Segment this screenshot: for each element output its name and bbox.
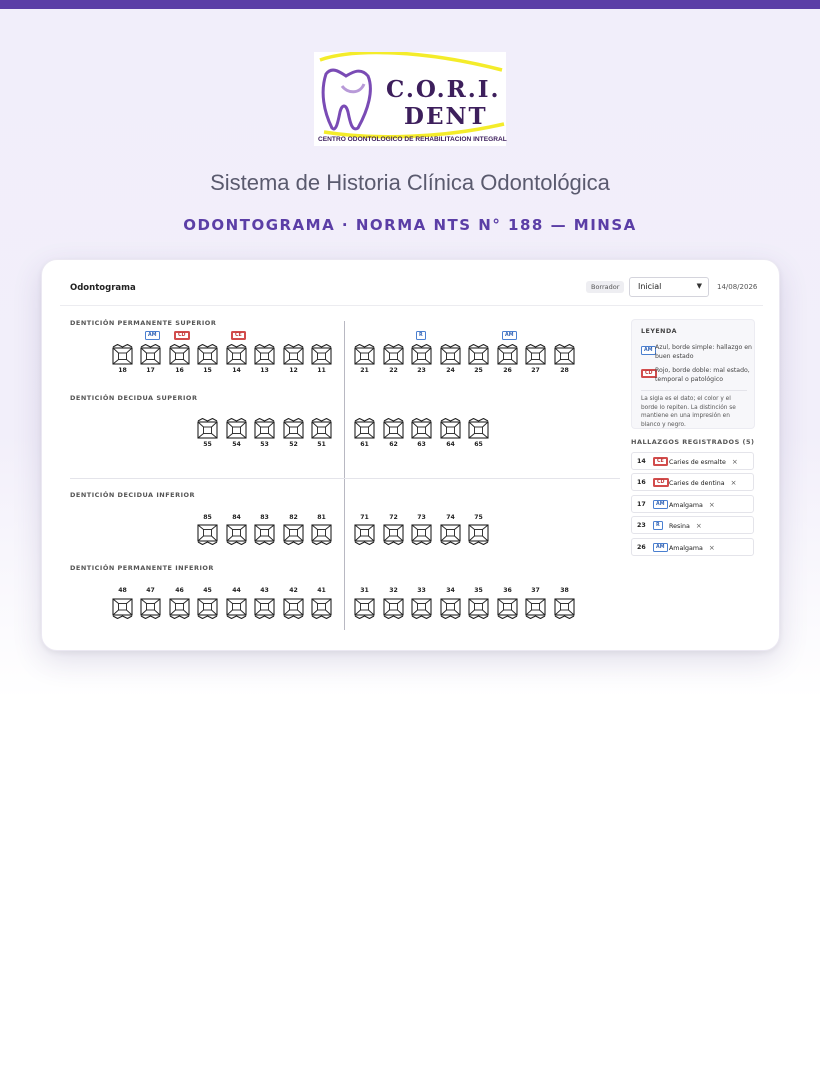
tooth-diagram-icon	[226, 344, 247, 365]
tooth-number: 42	[289, 587, 298, 594]
tooth-number: 18	[118, 367, 127, 374]
logo-line-2: DENT	[404, 103, 488, 130]
remove-finding-icon[interactable]: ×	[708, 501, 715, 509]
page-title: Sistema de Historia Clínica Odontológica	[210, 170, 610, 195]
tooth-diagram-icon	[197, 598, 218, 619]
tooth-16[interactable]	[169, 344, 190, 365]
tooth-number: 85	[203, 514, 212, 521]
tooth-28[interactable]	[554, 344, 575, 365]
section-label-upper-permanent: DENTICIÓN PERMANENTE SUPERIOR	[70, 319, 217, 327]
finding-tooth-number: 16	[637, 479, 646, 486]
tooth-36[interactable]	[497, 598, 518, 619]
tooth-55[interactable]	[197, 418, 218, 439]
tooth-number: 54	[232, 441, 241, 448]
tooth-45[interactable]	[197, 598, 218, 619]
tooth-diagram-icon	[254, 524, 275, 545]
legend-good-text: Azul, borde simple: hallazgo en buen estado	[655, 344, 752, 360]
tooth-number: 15	[203, 367, 212, 374]
remove-finding-icon[interactable]: ×	[695, 522, 702, 530]
tooth-diagram-icon	[311, 344, 332, 365]
odontogram-type-select[interactable]	[629, 277, 709, 297]
tooth-number: 63	[417, 441, 426, 448]
tooth-diagram-icon	[411, 344, 432, 365]
tooth-81[interactable]	[311, 524, 332, 545]
legend-good	[641, 343, 751, 363]
tooth-number: 44	[232, 587, 241, 594]
tooth-diagram-icon	[283, 524, 304, 545]
finding-label: Caries de esmalte	[669, 459, 726, 466]
tooth-24[interactable]	[440, 344, 461, 365]
tooth-84[interactable]	[226, 524, 247, 545]
odontogram-card	[41, 259, 780, 651]
tooth-diagram-icon	[197, 524, 218, 545]
finding-code-mark: CE	[653, 457, 668, 466]
tooth-diagram-icon	[354, 524, 375, 545]
finding-code-mark: R	[653, 521, 663, 530]
tooth-number: 24	[446, 367, 455, 374]
tooth-number: 47	[146, 587, 155, 594]
card-divider	[60, 305, 763, 306]
tooth-44[interactable]	[226, 598, 247, 619]
tooth-65[interactable]	[468, 418, 489, 439]
tooth-41[interactable]	[311, 598, 332, 619]
logo-line-1: C.O.R.I.	[386, 76, 501, 103]
tooth-diagram-icon	[140, 344, 161, 365]
tooth-83[interactable]	[254, 524, 275, 545]
card-title: Odontograma	[70, 283, 136, 293]
tooth-diagram-icon	[283, 598, 304, 619]
finding-tooth-number: 14	[637, 458, 646, 465]
tooth-diagram-icon	[112, 344, 133, 365]
finding-row[interactable]	[631, 452, 754, 470]
finding-tooth-number: 23	[637, 522, 646, 529]
tooth-diagram-icon	[411, 524, 432, 545]
finding-tooth-number: 17	[637, 501, 646, 508]
tooth-finding-mark[interactable]: R	[416, 331, 426, 340]
tooth-number: 64	[446, 441, 455, 448]
tooth-number: 46	[175, 587, 184, 594]
section-label-upper-deciduous: DENTICIÓN DECIDUA SUPERIOR	[70, 394, 198, 402]
tooth-47[interactable]	[140, 598, 161, 619]
tooth-27[interactable]	[525, 344, 546, 365]
tooth-number: 38	[560, 587, 569, 594]
finding-row[interactable]	[631, 495, 754, 513]
tooth-53[interactable]	[254, 418, 275, 439]
tooth-diagram-icon	[226, 598, 247, 619]
tooth-12[interactable]	[283, 344, 304, 365]
tooth-number: 81	[317, 514, 326, 521]
tooth-number: 52	[289, 441, 298, 448]
status-badge: Borrador	[586, 281, 624, 293]
tooth-64[interactable]	[440, 418, 461, 439]
tooth-33[interactable]	[411, 598, 432, 619]
tooth-18[interactable]	[112, 344, 133, 365]
tooth-number: 34	[446, 587, 455, 594]
arch-midline	[344, 321, 345, 630]
tooth-48[interactable]	[112, 598, 133, 619]
tooth-diagram-icon	[311, 418, 332, 439]
tooth-diagram-icon	[254, 598, 275, 619]
tooth-number: 17	[146, 367, 155, 374]
tooth-11[interactable]	[311, 344, 332, 365]
tooth-diagram-icon	[254, 418, 275, 439]
tooth-diagram-icon	[440, 598, 461, 619]
tooth-number: 41	[317, 587, 326, 594]
tooth-diagram-icon	[383, 418, 404, 439]
tooth-diagram-icon	[254, 344, 275, 365]
tooth-finding-mark[interactable]: AM	[502, 331, 517, 340]
legend-good-mark: AM	[641, 346, 656, 355]
tooth-number: 53	[260, 441, 269, 448]
tooth-31[interactable]	[354, 598, 375, 619]
tooth-number: 36	[503, 587, 512, 594]
tooth-number: 16	[175, 367, 184, 374]
remove-finding-icon[interactable]: ×	[731, 458, 738, 466]
tooth-17[interactable]	[140, 344, 161, 365]
tooth-diagram-icon	[554, 598, 575, 619]
tooth-85[interactable]	[197, 524, 218, 545]
tooth-43[interactable]	[254, 598, 275, 619]
tooth-21[interactable]	[354, 344, 375, 365]
tooth-71[interactable]	[354, 524, 375, 545]
finding-row[interactable]	[631, 516, 754, 534]
tooth-number: 75	[474, 514, 483, 521]
tooth-35[interactable]	[468, 598, 489, 619]
odontogram-date: 14/08/2026	[717, 283, 758, 291]
tooth-number: 25	[474, 367, 483, 374]
tooth-number: 65	[474, 441, 483, 448]
legend-divider	[641, 390, 747, 391]
tooth-61[interactable]	[354, 418, 375, 439]
tooth-diagram-icon	[383, 598, 404, 619]
tooth-number: 22	[389, 367, 398, 374]
tooth-diagram-icon	[283, 418, 304, 439]
finding-label: Caries de dentina	[669, 480, 725, 487]
tooth-diagram-icon	[383, 524, 404, 545]
tooth-diagram-icon	[468, 598, 489, 619]
tooth-42[interactable]	[283, 598, 304, 619]
tooth-52[interactable]	[283, 418, 304, 439]
remove-finding-icon[interactable]: ×	[708, 544, 715, 552]
tooth-diagram-icon	[311, 598, 332, 619]
tooth-diagram-icon	[311, 524, 332, 545]
tooth-diagram-icon	[497, 598, 518, 619]
tooth-diagram-icon	[525, 598, 546, 619]
tooth-number: 74	[446, 514, 455, 521]
tooth-23[interactable]	[411, 344, 432, 365]
tooth-number: 84	[232, 514, 241, 521]
tooth-number: 21	[360, 367, 369, 374]
finding-label: Amalgama	[669, 545, 703, 552]
tooth-diagram-icon	[354, 598, 375, 619]
tooth-number: 72	[389, 514, 398, 521]
clinic-logo	[314, 52, 506, 146]
tooth-number: 26	[503, 367, 512, 374]
tooth-diagram-icon	[169, 598, 190, 619]
tooth-25[interactable]	[468, 344, 489, 365]
tooth-54[interactable]	[226, 418, 247, 439]
tooth-diagram-icon	[354, 344, 375, 365]
tooth-finding-mark[interactable]: AM	[145, 331, 160, 340]
tooth-number: 83	[260, 514, 269, 521]
tooth-number: 61	[360, 441, 369, 448]
tooth-32[interactable]	[383, 598, 404, 619]
section-label-lower-deciduous: DENTICIÓN DECIDUA INFERIOR	[70, 491, 196, 499]
tooth-number: 23	[417, 367, 426, 374]
tooth-37[interactable]	[525, 598, 546, 619]
tooth-diagram-icon	[497, 344, 518, 365]
tooth-number: 43	[260, 587, 269, 594]
tooth-number: 31	[360, 587, 369, 594]
tooth-46[interactable]	[169, 598, 190, 619]
tooth-finding-mark[interactable]: CD	[174, 331, 190, 340]
tooth-diagram-icon	[283, 344, 304, 365]
tooth-number: 14	[232, 367, 241, 374]
tooth-diagram-icon	[468, 344, 489, 365]
finding-label: Resina	[669, 523, 690, 530]
tooth-number: 51	[317, 441, 326, 448]
remove-finding-icon[interactable]: ×	[730, 479, 737, 487]
tooth-finding-mark[interactable]: CE	[231, 331, 246, 340]
findings-title: HALLAZGOS REGISTRADOS (5)	[631, 438, 755, 446]
arch-separator	[70, 478, 620, 479]
tooth-number: 71	[360, 514, 369, 521]
tooth-diagram-icon	[140, 598, 161, 619]
tooth-diagram-icon	[525, 344, 546, 365]
tooth-diagram-icon	[411, 418, 432, 439]
tooth-number: 35	[474, 587, 483, 594]
section-label-lower-permanent: DENTICIÓN PERMANENTE INFERIOR	[70, 564, 214, 572]
tooth-diagram-icon	[169, 344, 190, 365]
tooth-62[interactable]	[383, 418, 404, 439]
tooth-15[interactable]	[197, 344, 218, 365]
tooth-diagram-icon	[383, 344, 404, 365]
tooth-number: 62	[389, 441, 398, 448]
tooth-diagram-icon	[411, 598, 432, 619]
tooth-number: 28	[560, 367, 569, 374]
tooth-number: 12	[289, 367, 298, 374]
tooth-74[interactable]	[440, 524, 461, 545]
tooth-38[interactable]	[554, 598, 575, 619]
finding-label: Amalgama	[669, 502, 703, 509]
legend-bad-text: Rojo, borde doble: mal estado, temporal o patológico	[655, 367, 750, 383]
legend-panel	[631, 319, 755, 429]
tooth-diagram-icon	[440, 344, 461, 365]
legend-title: LEYENDA	[641, 328, 678, 335]
tooth-number: 11	[317, 367, 326, 374]
logo-subtitle: CENTRO ODONTOLOGICO DE REHABILITACION INTEGRAL	[318, 136, 507, 143]
tooth-number: 33	[417, 587, 426, 594]
tooth-diagram-icon	[226, 418, 247, 439]
tooth-number: 48	[118, 587, 127, 594]
tooth-number: 73	[417, 514, 426, 521]
finding-row[interactable]	[631, 538, 754, 556]
tooth-number: 37	[531, 587, 540, 594]
tooth-34[interactable]	[440, 598, 461, 619]
tooth-diagram-icon	[197, 418, 218, 439]
tooth-number: 82	[289, 514, 298, 521]
tooth-number: 45	[203, 587, 212, 594]
tooth-22[interactable]	[383, 344, 404, 365]
tooth-number: 55	[203, 441, 212, 448]
tooth-diagram-icon	[197, 344, 218, 365]
tooth-13[interactable]	[254, 344, 275, 365]
tooth-diagram-icon	[226, 524, 247, 545]
tooth-73[interactable]	[411, 524, 432, 545]
legend-note: La sigla es el dato; el color y el borde lo repiten. La distinción se mantiene en una impresión en blanco y negro.	[641, 396, 736, 428]
finding-code-mark: AM	[653, 500, 668, 509]
tooth-diagram-icon	[554, 344, 575, 365]
tooth-diagram-icon	[440, 524, 461, 545]
tooth-diagram-icon	[440, 418, 461, 439]
tooth-51[interactable]	[311, 418, 332, 439]
finding-code-mark: AM	[653, 543, 668, 552]
finding-code-mark: CD	[653, 478, 669, 487]
tooth-82[interactable]	[283, 524, 304, 545]
tooth-26[interactable]	[497, 344, 518, 365]
tooth-72[interactable]	[383, 524, 404, 545]
tooth-number: 13	[260, 367, 269, 374]
tooth-diagram-icon	[468, 418, 489, 439]
tooth-diagram-icon	[112, 598, 133, 619]
tooth-75[interactable]	[468, 524, 489, 545]
legend-bad	[641, 366, 751, 386]
tooth-14[interactable]	[226, 344, 247, 365]
select-value: Inicial	[638, 282, 662, 291]
tooth-number: 32	[389, 587, 398, 594]
legend-bad-mark: CD	[641, 369, 657, 378]
page-subtitle: ODONTOGRAMA · NORMA NTS N° 188 — MINSA	[183, 216, 637, 234]
tooth-diagram-icon	[354, 418, 375, 439]
top-accent-bar	[0, 0, 820, 9]
tooth-number: 27	[531, 367, 540, 374]
finding-row[interactable]	[631, 473, 754, 491]
tooth-diagram-icon	[468, 524, 489, 545]
tooth-63[interactable]	[411, 418, 432, 439]
chevron-down-icon: ▼	[696, 282, 702, 290]
finding-tooth-number: 26	[637, 544, 646, 551]
